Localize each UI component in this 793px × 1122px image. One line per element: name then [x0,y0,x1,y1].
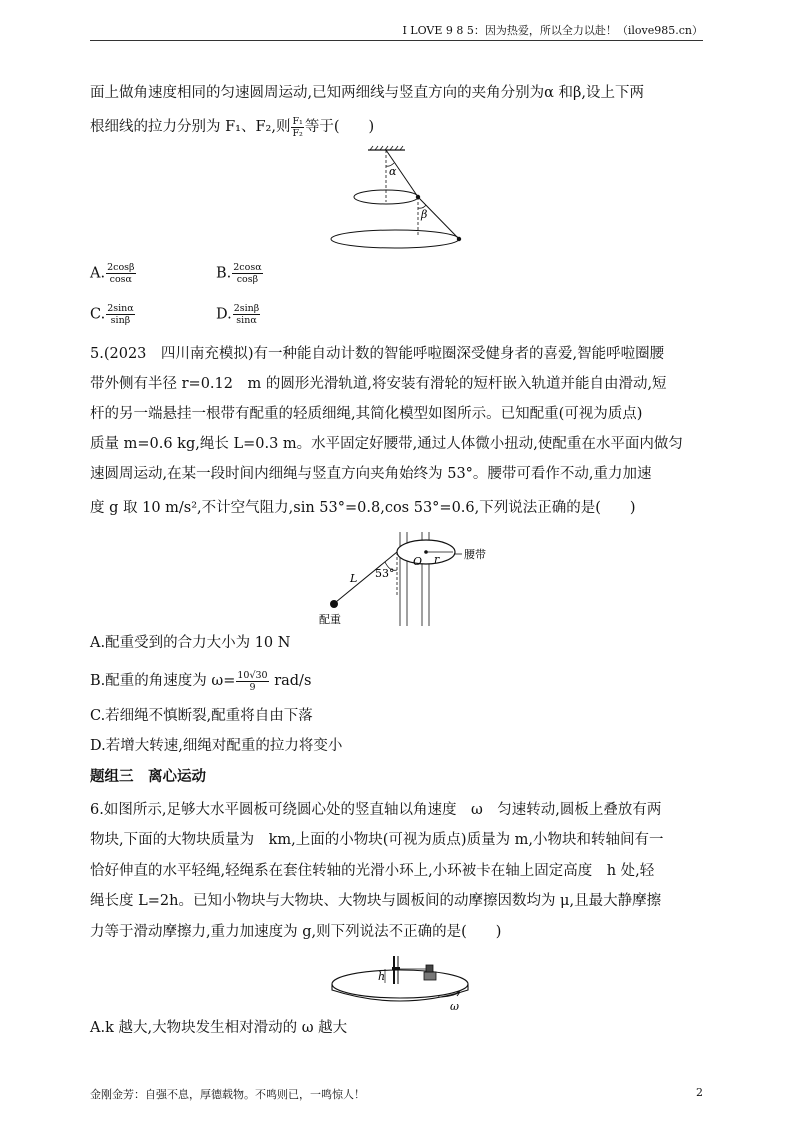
q5-line-2: 带外侧有半径 r=0.12 m 的圆形光滑轨道,将安装有滑轮的短杆嵌入轨道并能自由滑动,短 [90,376,667,392]
q6-line-3: 恰好伸直的水平轻绳,轻绳系在套住转轴的光滑小环上,小环被卡在轴上固定高度 h 处,轻 [90,863,655,879]
q4-line-2 [90,112,703,142]
fraction-numerator: 10√30 [237,669,268,681]
q4-option-d[interactable] [216,303,261,326]
q4-ratio-fraction [291,116,303,139]
page-number: 2 [696,1086,703,1099]
q4-option-b[interactable] [216,262,264,285]
radius-r-label: r [434,553,440,566]
q6-rotating-disk-figure [330,950,480,1014]
option-letter: A. [90,265,106,282]
omega-label: ω [450,1000,459,1013]
fraction-denominator: cosβ [236,274,259,285]
q6-line-1: 6.如图所示,足够大水平圆板可绕圆心处的竖直轴以角速度 ω 匀速转动,圆板上叠放有两 [90,802,662,818]
q4-line-2-text: 根细线的拉力分别为 F₁、F₂,则 [90,119,291,135]
omega-fraction [236,670,268,693]
q5-line-1: 5.(2023 四川南充模拟)有一种能自动计数的智能呼啦圈深受健身者的喜爱,智能呼啦圈腰 [90,346,665,362]
page-header: I LOVE 9 8 5：因为热爱，所以全力以赴！（ilove985.cn） [90,22,703,41]
fraction-denominator: cosα [109,274,132,285]
q4-line-2-end: 等于( ) [304,119,375,135]
center-o-label: O [413,555,423,568]
belt-label: 腰带 [464,548,486,561]
option-fraction [106,303,135,326]
q5-option-c[interactable]: C.若细绳不慎断裂,配重将自由下落 [90,708,313,724]
q5-line-3: 杆的另一端悬挂一根带有配重的轻质细绳,其简化模型如图所示。已知配重(可视为质点) [90,406,643,422]
option-fraction [106,262,135,285]
q5-option-d[interactable]: D.若增大转速,细绳对配重的拉力将变小 [90,738,343,754]
option-b-text: B.配重的角速度为 ω= [90,673,236,689]
fraction-denominator: sinβ [110,315,131,326]
q5-hula-hoop-figure [312,530,492,630]
fraction-denominator: 9 [249,681,256,693]
q6-option-a[interactable]: A.k 越大,大物块发生相对滑动的 ω 越大 [90,1020,348,1036]
alpha-label: α [389,165,397,178]
option-letter: C. [90,306,106,323]
q4-option-c[interactable] [90,303,136,326]
q4-line-1: 面上做角速度相同的匀速圆周运动,已知两细线与竖直方向的夹角分别为α 和β,设上下两 [90,85,644,101]
q5-line-4: 质量 m=0.6 kg,绳长 L=0.3 m。水平固定好腰带,通过人体微小扭动,使配重在水平面内做匀 [90,436,683,452]
q6-line-2: 物块,下面的大物块质量为 km,上面的小物块(可视为质点)质量为 m,小物块和转轴间有一 [90,832,664,848]
footer-motto: 金刚金芳：自强不息，厚德载物。不鸣则已，一鸣惊人！ [90,1088,365,1101]
q6-line-5: 力等于滑动摩擦力,重力加速度为 g,则下列说法不正确的是( ) [90,924,502,940]
q5-line-5: 速圆周运动,在某一段时间内细绳与竖直方向夹角始终为 53°。腰带可看作不动,重力加速 [90,466,652,482]
angle-53-label: 53° [375,567,395,580]
q5-option-b[interactable] [90,666,703,696]
q4-option-a[interactable] [90,262,137,285]
fraction-numerator: 2sinα [107,303,134,314]
beta-label: β [421,208,428,221]
fraction-numerator: F₁ [292,115,303,127]
q5-option-a[interactable]: A.配重受到的合力大小为 10 N [90,635,291,651]
q5-line-6: 度 g 取 10 m/s²,不计空气阻力,sin 53°=0.8,cos 53°=0.6,下列说法正确的是( ) [90,500,636,516]
group-3-heading: 题组三 离心运动 [90,769,206,785]
option-b-unit: rad/s [269,673,312,689]
page-footer [90,1086,703,1102]
height-h-label: h [378,970,386,983]
option-fraction [233,303,261,326]
option-letter: D. [216,306,232,323]
fraction-denominator: F₂ [292,127,303,139]
q6-line-4: 绳长度 L=2h。已知小物块与大物块、大物块与圆板间的动摩擦因数均为 μ,且最大静摩擦 [90,893,662,909]
q4-conical-pendulum-figure [325,142,470,254]
fraction-numerator: 2sinβ [233,303,260,314]
rope-l-label: L [350,572,358,585]
weight-label: 配重 [319,613,341,626]
fraction-denominator: sinα [236,315,257,326]
option-letter: B. [216,265,232,282]
fraction-numerator: 2cosα [233,262,262,273]
option-fraction [232,262,262,285]
fraction-numerator: 2cosβ [107,262,135,273]
